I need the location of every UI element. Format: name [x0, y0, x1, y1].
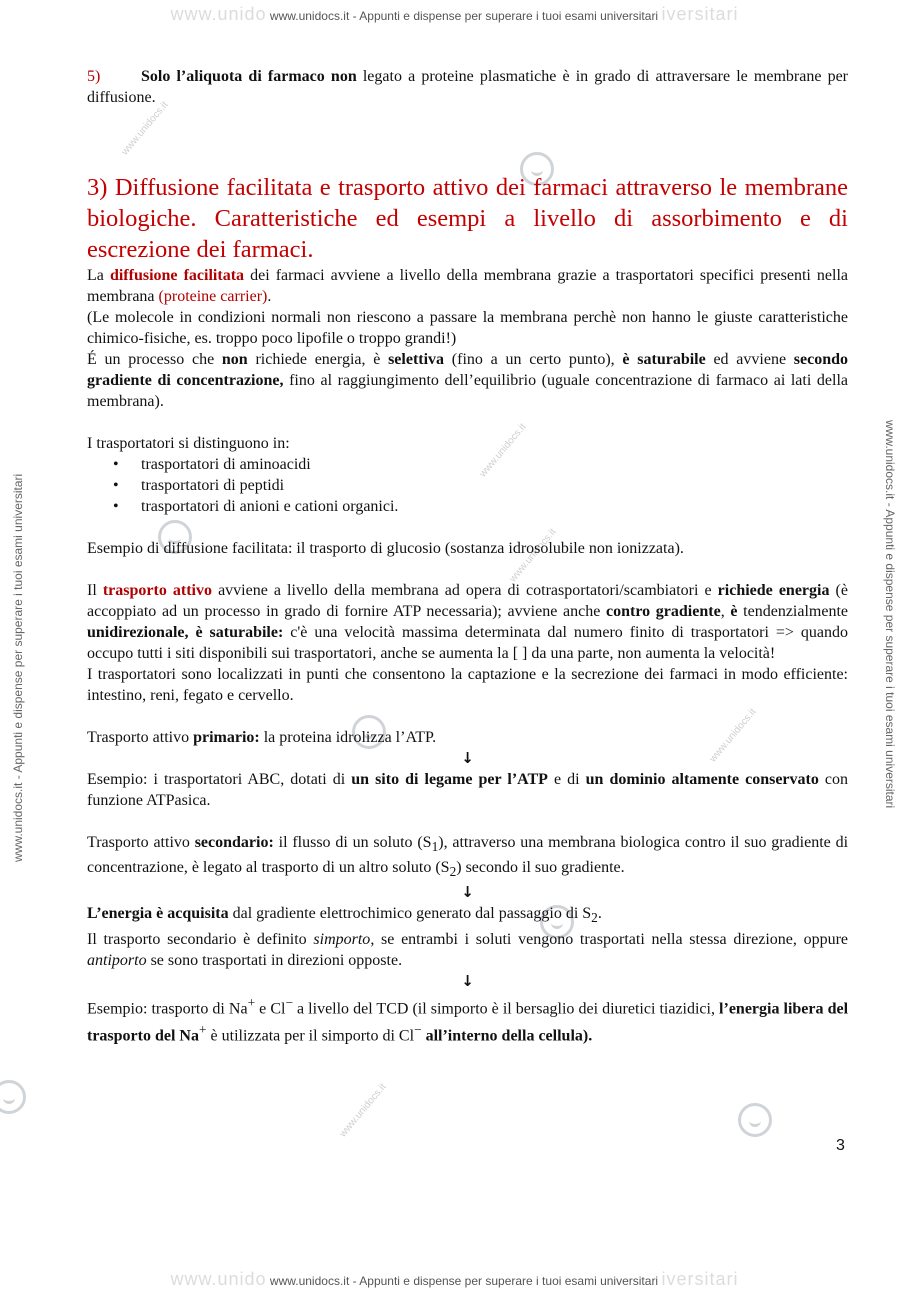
bold-run: , — [184, 624, 196, 641]
footer-watermark — [0, 1269, 909, 1292]
section-title: 3) Diffusione facilitata e trasporto attivo dei farmaci attraverso le membrane biologiche. Caratteristiche ed esempi a livello di assorbimento e di escrezione dei farmaci. — [87, 174, 848, 263]
bold-run: selettiva — [388, 351, 445, 368]
transporters-location: I trasportatori sono localizzati in punti che consentono la captazione e la secrezione dei farmaci in modo efficiente: intestino, reni, fegato e cervello. — [87, 666, 848, 704]
text-run: , — [720, 603, 731, 620]
text-run: , se entrambi i soluti vengono trasportati nella stessa direzione, oppure — [370, 930, 849, 948]
down-arrow-icon: ↓ — [461, 883, 474, 902]
text-run: ) secondo il suo gradiente. — [456, 859, 625, 877]
secondary-example — [87, 992, 848, 1047]
diagonal-watermark: www.unidocs.it — [119, 99, 171, 158]
text-run: e di — [547, 771, 586, 788]
list-item: • trasportatori di peptidi — [87, 475, 848, 496]
diffusion-note: (Le molecole in condizioni normali non riescono a passare la membrana perchè non hanno le giuste caratteristiche chimico-fisiche, es. troppo poco lipofile o troppo grandi!) — [87, 309, 848, 347]
secondary-transport — [87, 832, 848, 882]
bold-run: secondo gradiente di concentrazione, — [87, 351, 849, 389]
text-run: É un processo che — [87, 351, 222, 368]
text-run: . — [597, 905, 602, 923]
unidocs-logo-watermark — [0, 1080, 26, 1114]
item-number: 5) — [87, 68, 101, 85]
diffusion-paragraph — [87, 265, 848, 307]
text-run: con funzione ATPasica. — [87, 771, 849, 809]
bold-run: non — [221, 351, 248, 368]
text-run: tendenzialmente — [737, 603, 849, 620]
bold-run: L’energia è acquisita — [87, 905, 229, 923]
right-side-watermark: www.unidocs.it - Appunti e dispense per superare i tuoi esami universitari — [883, 420, 897, 809]
text-run: dei farmaci avviene a livello della membrana grazie a trasportatori specifici presenti nella membrana — [87, 267, 849, 305]
bold-run: contro gradiente — [605, 603, 721, 620]
down-arrow-icon: ↓ — [461, 971, 474, 990]
diffusion-properties — [87, 349, 848, 412]
bold-run: è saturabile — [622, 351, 706, 368]
footer-ghost-left: www.unido — [170, 1269, 267, 1289]
bold-run: l’energia libera del trasporto del Na — [87, 999, 849, 1045]
text-run: è utilizzata per il simporto di Cl — [206, 1027, 415, 1045]
subscript: 1 — [431, 839, 439, 855]
primary-transport — [87, 727, 848, 748]
diagonal-watermark: www.unidocs.it — [707, 706, 759, 765]
down-arrow-icon: ↓ — [461, 749, 474, 767]
text-run: e Cl — [255, 999, 286, 1017]
transporters-intro: I trasportatori si distinguono in: — [87, 435, 290, 452]
text-run: dal gradiente elettrochimico generato dal passaggio di S — [228, 905, 592, 923]
header-ghost-right: iversitari — [661, 4, 739, 24]
item-5-bold-start: Solo l’aliquota di farmaco — [141, 68, 331, 85]
text-run: Trasporto attivo — [87, 729, 194, 746]
text-run: . — [267, 288, 272, 305]
active-transport-paragraph — [87, 580, 848, 664]
bold-run: è saturabile: — [195, 624, 284, 641]
term-diffusione-facilitata: diffusione facilitata — [109, 267, 245, 284]
term-proteine-carrier: (proteine carrier) — [158, 288, 268, 305]
bold-run: un dominio altamente conservato — [585, 771, 819, 788]
text-run: la proteina idrolizza l’ATP. — [259, 729, 437, 746]
text-run: (fino a un certo punto), — [444, 351, 623, 368]
text-run: a livello del TCD (il simporto è il bersaglio dei diuretici tiazidici, — [292, 999, 720, 1017]
item-5-bold-non: non — [330, 68, 357, 85]
text-run: Trasporto attivo — [87, 834, 195, 851]
bold-run: all’interno della cellula). — [421, 1027, 593, 1045]
text-run: Il — [87, 582, 103, 599]
diagonal-watermark: www.unidocs.it — [477, 421, 529, 480]
bold-run: un sito di legame per l’ATP — [351, 771, 548, 788]
bold-run: primario: — [193, 729, 260, 746]
item-5-text — [87, 66, 848, 108]
primary-example — [87, 769, 848, 811]
text-run: (è accoppiato ad un processo in grado di fornire ATP necessaria); avviene anche — [87, 582, 848, 620]
term-trasporto-attivo: trasporto attivo — [102, 582, 212, 599]
italic-run: simporto — [313, 930, 371, 948]
superscript: − — [414, 1021, 422, 1037]
footer-ghost-right: iversitari — [661, 1269, 739, 1289]
text-run: se sono trasportati in direzioni opposte. — [146, 951, 403, 969]
text-run: La — [87, 267, 110, 284]
italic-run: antiporto — [87, 951, 147, 969]
text-run: Il trasporto secondario è definito — [87, 930, 314, 948]
list-item: • trasportatori di anioni e cationi organici. — [87, 496, 848, 517]
text-run: avviene a livello della membrana ad opera di cotrasportatori/scambiatori e — [212, 582, 718, 599]
header-watermark-text: www.unidocs.it - Appunti e dispense per superare i tuoi esami universitari — [269, 9, 659, 23]
text-run: richiede energia, è — [247, 351, 389, 368]
superscript: + — [198, 1021, 207, 1037]
header-ghost-left: www.unido — [170, 4, 267, 24]
page-number: 3 — [836, 1137, 845, 1154]
section-3 — [87, 172, 848, 1046]
list-item: • trasportatori di aminoacidi — [87, 454, 848, 475]
text-run: c'è una velocità massima determinata dal numero finito di trasportatori => quando occupo tutti i siti disponibili sui trasportatori, anche se aumenta la [ ] da una parte, non aumenta la velocità! — [87, 624, 849, 662]
diagonal-watermark: www.unidocs.it — [337, 1081, 389, 1140]
secondary-energy — [87, 903, 848, 928]
unidocs-logo-watermark — [738, 1103, 772, 1137]
bold-run: è — [730, 603, 738, 620]
bold-run: unidirezionale — [87, 624, 185, 641]
item-5 — [87, 66, 848, 108]
text-run: fino al raggiungimento dell’equilibrio (uguale concentrazione di farmaco ai lati della membrana). — [87, 372, 848, 410]
text-run: ), attraverso una membrana biologica contro il suo gradiente di concentrazione, è legato al trasporto di un altro soluto (S — [87, 834, 849, 877]
bold-run: richiede energia — [717, 582, 830, 599]
text-run: ed avviene — [705, 351, 794, 368]
transporters-list — [87, 454, 848, 517]
diagonal-watermark: www.unidocs.it — [507, 526, 559, 585]
text-run: Esempio: i trasportatori ABC, dotati di — [87, 771, 352, 788]
superscript: + — [247, 994, 256, 1010]
header-watermark — [0, 4, 909, 27]
subscript: 2 — [591, 910, 598, 926]
secondary-definition — [87, 929, 848, 971]
footer-watermark-text: www.unidocs.it - Appunti e dispense per superare i tuoi esami universitari — [269, 1274, 659, 1288]
superscript: − — [285, 994, 293, 1010]
subscript: 2 — [449, 864, 457, 880]
item-5-rest: legato a proteine plasmatiche è in grado di attraversare le membrane per diffusione. — [87, 68, 849, 106]
glucose-example: Esempio di diffusione facilitata: il trasporto di glucosio (sostanza idrosolubile non ionizzata). — [87, 540, 684, 557]
bold-run: secondario: — [194, 834, 274, 851]
text-run: il flusso di un soluto (S — [273, 834, 432, 851]
text-run: Esempio: trasporto di Na — [87, 999, 248, 1017]
left-side-watermark: www.unidocs.it - Appunti e dispense per superare i tuoi esami universitari — [11, 473, 25, 862]
